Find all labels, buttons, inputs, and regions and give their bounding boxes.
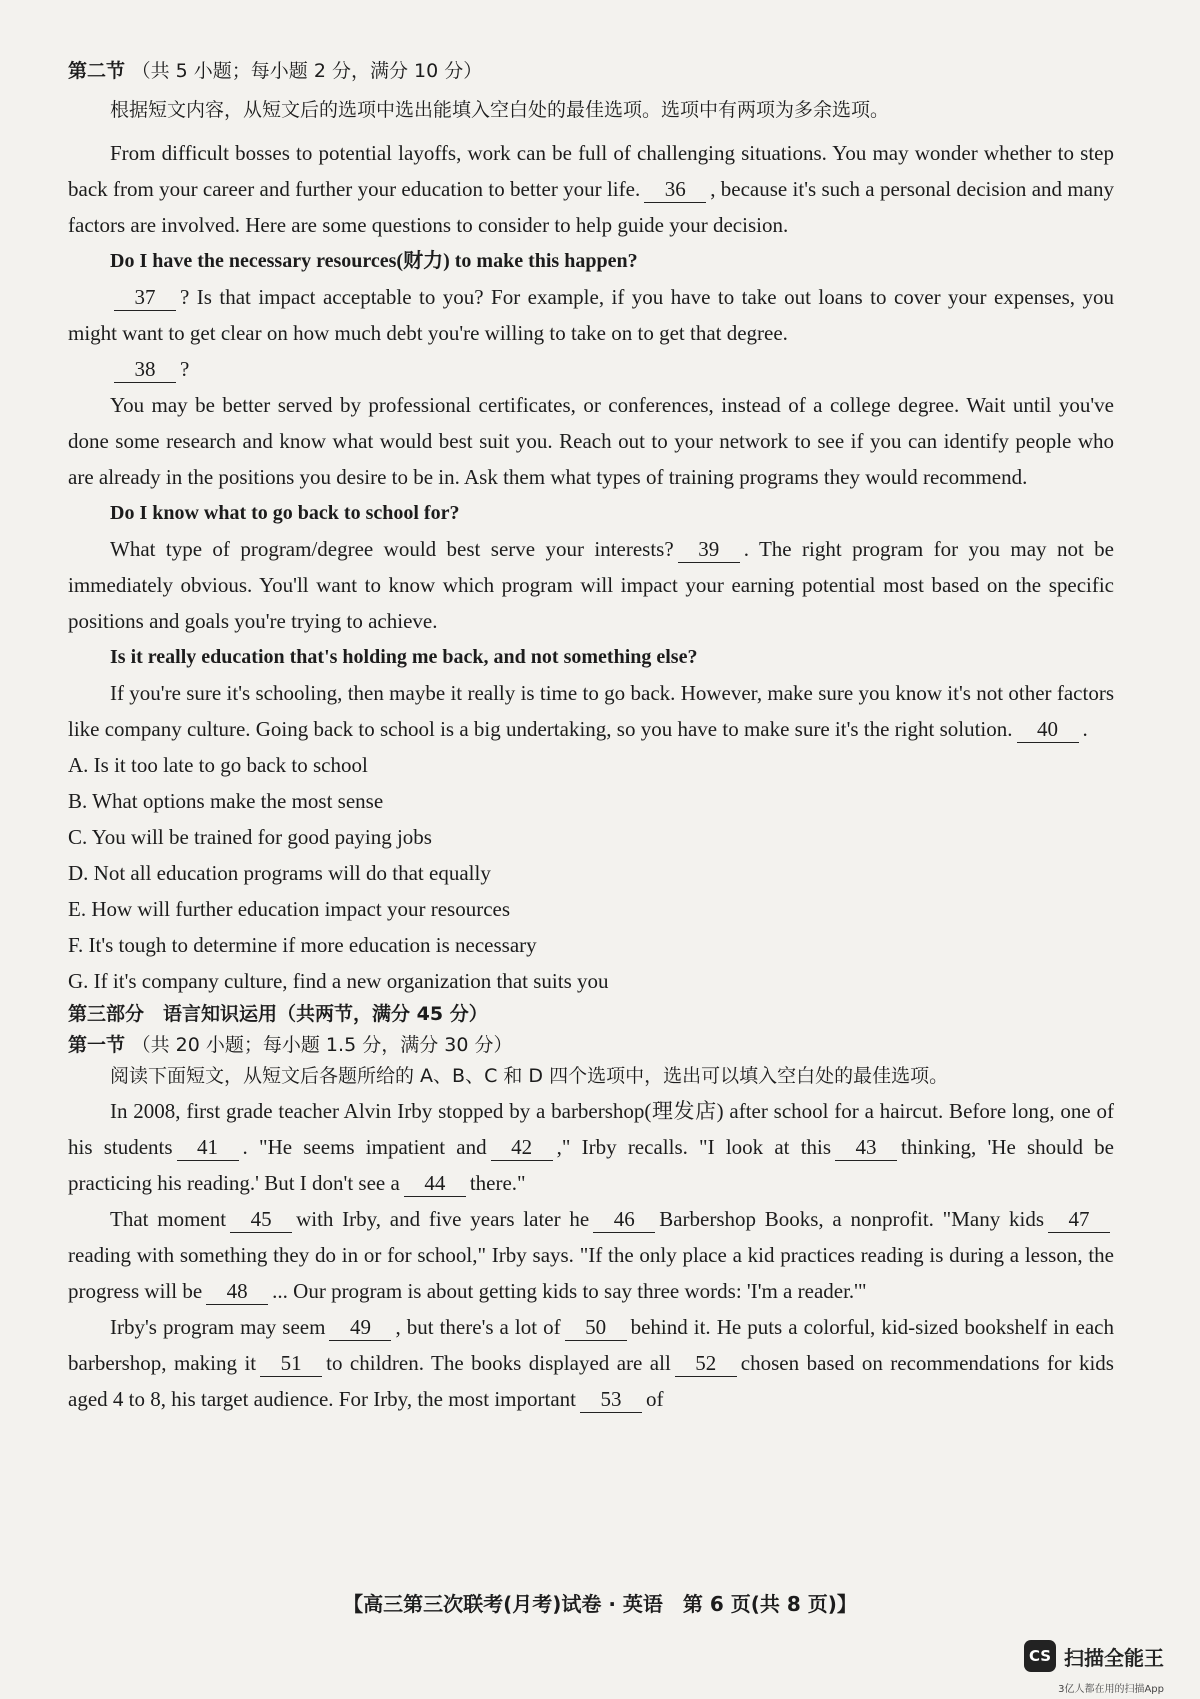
cloze-paragraph-2: That moment 45 with Irby, and five years later he 46 Barbershop Books, a nonprofit. "Many kids 47reading with something they do in or for school," Irby says. "If the only place a kid practices reading is during a lesson, the progress will be 48 ... Our program is about getting kids to say three words: 'I'm a reader.'" bbox=[68, 1207, 1114, 1303]
blank-36[interactable]: 36 bbox=[644, 176, 706, 203]
option-d[interactable]: D. Not all education programs will do that equally bbox=[68, 861, 491, 885]
paragraph-culture: If you're sure it's schooling, then maybe it really is time to go back. However, make sure you know it's not other factors like company culture. Going back to school is a big undertaking, so you have to make sure it's the right solution. 40 . bbox=[68, 681, 1114, 741]
blank-46[interactable]: 46 bbox=[593, 1206, 655, 1233]
cs-logo-icon: CS bbox=[1024, 1640, 1056, 1672]
scanner-tagline: 3亿人都在用的扫描App bbox=[1058, 1684, 1164, 1695]
blank-42[interactable]: 42 bbox=[491, 1134, 553, 1161]
part-3-heading: 第三部分 语言知识运用（共两节，满分 45 分） bbox=[68, 1003, 488, 1025]
section-2-heading: 第二节 （共 5 小题；每小题 2 分，满分 10 分） bbox=[68, 60, 483, 82]
option-b[interactable]: B. What options make the most sense bbox=[68, 789, 384, 813]
paragraph-blank-38: 38 ? bbox=[68, 351, 1114, 387]
question-heading-education: Is it really education that's holding me back, and not something else? bbox=[110, 646, 698, 668]
blank-41[interactable]: 41 bbox=[177, 1134, 239, 1161]
blank-37[interactable]: 37 bbox=[114, 284, 176, 311]
blank-50[interactable]: 50 bbox=[565, 1314, 627, 1341]
blank-38[interactable]: 38 bbox=[114, 356, 176, 383]
blank-45[interactable]: 45 bbox=[230, 1206, 292, 1233]
option-e[interactable]: E. How will further education impact your resources bbox=[68, 897, 511, 921]
paragraph-certificates: You may be better served by professional certificates, or conferences, instead of a college degree. Wait until you've done some research and know what would best suit you. Reach out to your network to see if you can identify people who are already in the positions you desire to be in. Ask them what types of training programs they would recommend. bbox=[68, 393, 1114, 489]
paragraph-program: What type of program/degree would best serve your interests? 39 . The right program for you may not be immediately obvious. You'll want to know which program will impact your earning potential most based on the specific positions and goals you're trying to achieve. bbox=[68, 537, 1114, 633]
cloze-paragraph-1: In 2008, first grade teacher Alvin Irby stopped by a barbershop(理发店) after school for a haircut. Before long, one of his students 41 . "He seems impatient and 42 ," Irby recalls. "I look at this 43 thinking, 'He should be practicing his reading.' But I don't see a 44 there." bbox=[68, 1099, 1114, 1195]
blank-49[interactable]: 49 bbox=[329, 1314, 391, 1341]
blank-47[interactable]: 47 bbox=[1048, 1206, 1110, 1233]
option-f[interactable]: F. It's tough to determine if more education is necessary bbox=[68, 933, 537, 957]
scanner-logo bbox=[1024, 1640, 1164, 1672]
options-list bbox=[68, 747, 1114, 999]
blank-48[interactable]: 48 bbox=[206, 1278, 268, 1305]
cloze-paragraph-3: Irby's program may seem 49 , but there's a lot of 50 behind it. He puts a colorful, kid-sized bookshelf in each barbershop, making it 51 to children. The books displayed are all 52 chosen based on recommendations for kids aged 4 to 8, his target audience. For Irby, the most important 53 of bbox=[68, 1315, 1114, 1411]
part-3-instruction: 阅读下面短文，从短文后各题所给的 A、B、C 和 D 四个选项中，选出可以填入空白处的最佳选项。 bbox=[110, 1065, 949, 1087]
blank-51[interactable]: 51 bbox=[260, 1350, 322, 1377]
question-heading-resources: Do I have the necessary resources(财力) to make this happen? bbox=[110, 250, 638, 272]
option-g[interactable]: G. If it's company culture, find a new organization that suits you bbox=[68, 969, 609, 993]
section-2-instruction: 根据短文内容，从短文后的选项中选出能填入空白处的最佳选项。选项中有两项为多余选项。 bbox=[110, 99, 890, 121]
paragraph-intro: From difficult bosses to potential layoffs, work can be full of challenging situations. You may wonder whether to step back from your career and further your education to better your life. 36 , because it's such a personal decision and many factors are involved. Here are some questions to consider to help guide your decision. bbox=[68, 141, 1115, 237]
option-a[interactable]: A. Is it too late to go back to school bbox=[68, 753, 368, 777]
page-footer: 【高三第三次联考(月考)试卷 · 英语 第 6 页(共 8 页)】 bbox=[343, 1592, 857, 1616]
blank-44[interactable]: 44 bbox=[404, 1170, 466, 1197]
blank-40[interactable]: 40 bbox=[1017, 716, 1079, 743]
option-c[interactable]: C. You will be trained for good paying jobs bbox=[68, 825, 432, 849]
blank-52[interactable]: 52 bbox=[675, 1350, 737, 1377]
blank-43[interactable]: 43 bbox=[835, 1134, 897, 1161]
exam-page bbox=[68, 56, 1114, 1417]
part-3-section-1-heading: 第一节 （共 20 小题；每小题 1.5 分，满分 30 分） bbox=[68, 1034, 513, 1056]
blank-53[interactable]: 53 bbox=[580, 1386, 642, 1413]
blank-39[interactable]: 39 bbox=[678, 536, 740, 563]
paragraph-resources: 37 ? Is that impact acceptable to you? For example, if you have to take out loans to cover your expenses, you might want to get clear on how much debt you're willing to take on to get that degree. bbox=[68, 285, 1114, 345]
scanner-logo-text: 扫描全能王 bbox=[1064, 1645, 1164, 1670]
question-heading-school: Do I know what to go back to school for? bbox=[110, 502, 460, 524]
